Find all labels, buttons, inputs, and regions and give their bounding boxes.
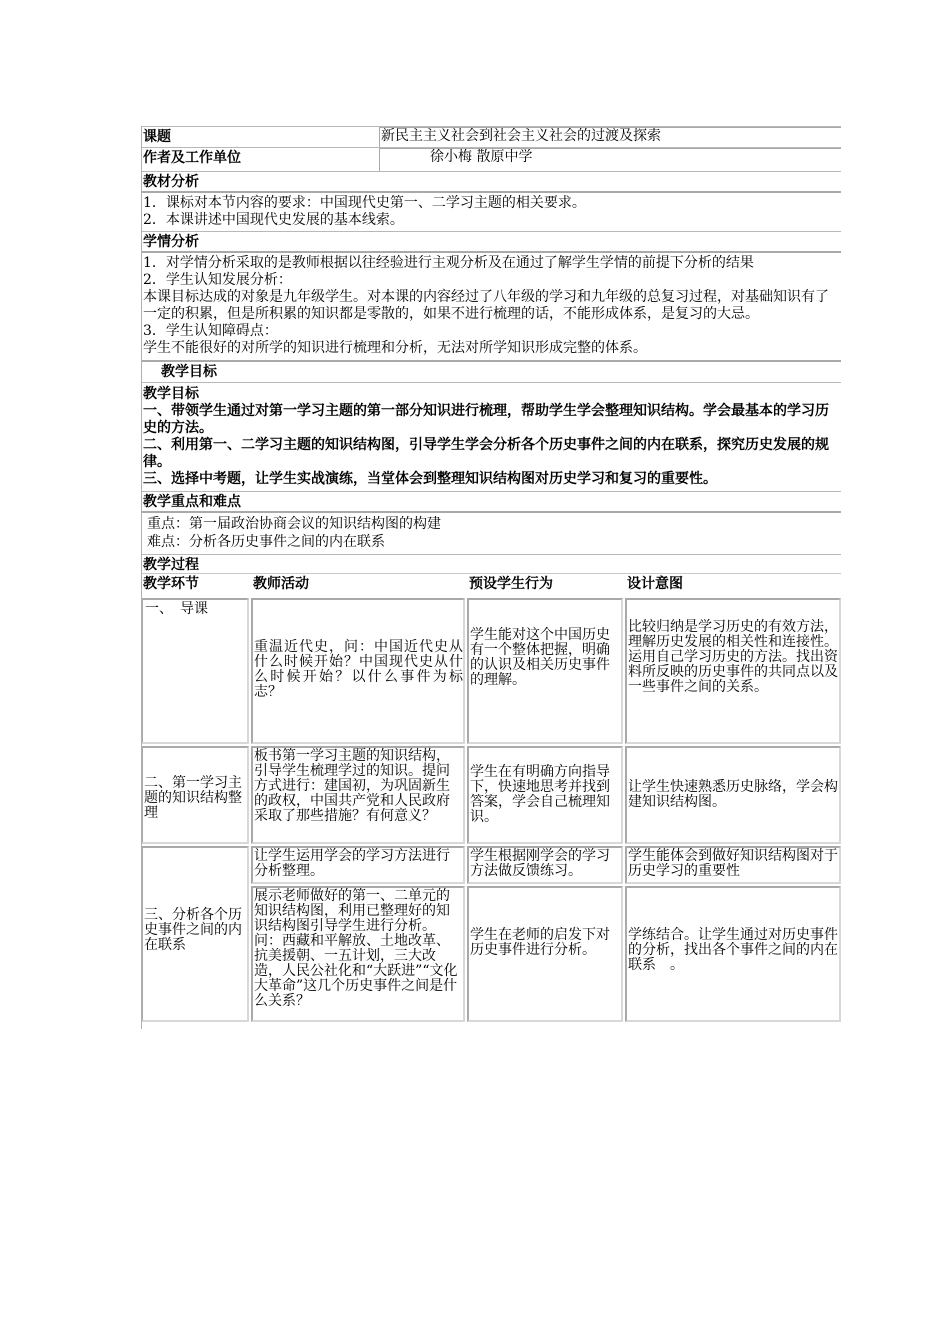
r1-teacher: [251, 598, 465, 744]
r3-student-b-text: 学生在老师的启发下对历史事件进行分析。: [470, 927, 610, 958]
col-header-stage: 教学环节: [143, 576, 199, 592]
r1-stage-text: 一、 导课: [145, 601, 208, 617]
learner-p2: 2．学生认知发展分析：: [143, 272, 292, 288]
textbook-line-2: 2．本课讲述中国现代史发展的基本线索。: [143, 212, 404, 228]
r2-stage: [141, 746, 249, 844]
col-header-student: 预设学生行为: [469, 576, 553, 592]
r1-student-text: 学生能对这个中国历史有一个整体把握，明确的认识及相关历史事件的理解。: [470, 627, 610, 688]
col-header-teacher: 教师活动: [253, 576, 309, 592]
r2-student-text: 学生在有明确方向指导下，快速地思考并找到答案，学会自己梳理知识。: [470, 764, 610, 825]
goals-subheading: 教学目标: [143, 386, 199, 402]
r2-teacher-text: 板书第一学习主题的知识结构，引导学生梳理学过的知识。提问方式进行：建国初，为巩固新生的政权，中国共产党和人民政府采取了那些措施？有何意义？: [254, 748, 450, 824]
learner-p3: 本课目标达成的对象是九年级学生。对本课的内容经过了八年级的学习和九年级的总复习过程，对基础知识有了一定的积累，但是所积累的知识都是零散的，如果不进行梳理的话，不能形成体系，是复习的大忌。: [143, 289, 829, 322]
r3-stage-text: 三、分析各个历史事件之间的内在联系: [144, 907, 242, 953]
r1-stage: [141, 598, 249, 744]
learner-p5: 学生不能很好的对所学的知识进行梳理和分析，无法对所学知识形成完整的体系。: [143, 340, 647, 356]
goal-3: 三、选择中考题，让学生实战演练，当堂体会到整理知识结构图对历史学习和复习的重要性。: [143, 471, 717, 487]
r3-teacher-b-text: 展示老师做好的第一、二单元的知识结构图，利用已整理好的知识结构图引导学生进行分析。问：西藏和平解放、土地改革、抗美援朝、一五计划，三大改造，人民公社化和“大跃进”“文化大革命”这几个历史事件之间是什么关系？: [254, 888, 458, 1009]
keypoints-heading: 教学重点和难点: [141, 491, 841, 511]
process-heading: 教学过程: [141, 554, 841, 573]
textbook-body: [141, 191, 841, 231]
r3-intent-a: [625, 846, 841, 884]
r3-intent-b-text: 学练结合。让学生通过对历史事件的分析，找出各个事件之间的内在联系 。: [628, 927, 838, 973]
r1-student: [467, 598, 623, 744]
goals-body: [141, 382, 841, 491]
r1-intent-text: 比较归纳是学习历史的有效方法，理解历史发展的相关性和连接性。运用自己学习历史的方法。找出资料所反映的历史事件的共同点以及一些事件之间的关系。: [628, 619, 838, 695]
r3-student-a-text: 学生根据刚学会的学习方法做反馈练习。: [470, 848, 610, 879]
author-text: 徐小梅 散原中学: [430, 149, 533, 165]
col-header-intent: 设计意图: [627, 576, 683, 592]
goal-1: 一、带领学生通过对第一学习主题的第一部分知识进行梳理，帮助学生学会整理知识结构。学会最基本的学习历史的方法。: [143, 403, 829, 436]
topic-label: 课题: [143, 129, 171, 145]
goal-2: 二、利用第一、二学习主题的知识结构图，引导学生学会分析各个历史事件之间的内在联系，探究历史发展的规律。: [143, 437, 829, 470]
r2-intent: [625, 746, 841, 844]
textbook-line-1: 1．课标对本节内容的要求：中国现代史第一、二学习主题的相关要求。: [143, 195, 586, 211]
author-label: 作者及工作单位: [143, 150, 241, 166]
difficult-point: 难点：分析各历史事件之间的内在联系: [147, 534, 385, 550]
process-table: [141, 573, 841, 1029]
topic-row: [141, 126, 841, 147]
learner-body: [141, 251, 841, 360]
r2-intent-text: 让学生快速熟悉历史脉络，学会构建知识结构图。: [628, 779, 838, 810]
r3-intent-b: [625, 886, 841, 1022]
r2-student: [467, 746, 623, 844]
learner-p4: 3．学生认知障碍点：: [143, 323, 278, 339]
learner-heading: 学情分析: [141, 231, 841, 251]
r2-stage-text: 二、第一学习主题的知识结构整理: [144, 775, 242, 821]
author-row: [141, 147, 841, 171]
key-point: 重点：第一届政治协商会议的知识结构图的构建: [147, 516, 441, 532]
goals-heading-text: 教学目标: [161, 364, 217, 380]
goals-heading: [141, 360, 841, 382]
r2-teacher: [251, 746, 465, 844]
lesson-plan-document: [141, 126, 841, 1029]
r3-student-a: [467, 846, 623, 884]
r1-intent: [625, 598, 841, 744]
keypoints-body: [141, 511, 841, 554]
textbook-heading: 教材分析: [141, 171, 841, 191]
author-value: [379, 148, 841, 171]
r3-stage: [141, 846, 249, 1022]
r3-teacher-b: [251, 886, 465, 1022]
r3-teacher-a: [251, 846, 465, 884]
learner-p1: 1．对学情分析采取的是教师根据以往经验进行主观分析及在通过了解学生学情的前提下分析的结果: [143, 255, 754, 271]
r1-teacher-text: 重温近代史，问：中国近代史从什么时候开始？中国现代史从什么时候开始？以什么事件为标志？: [254, 639, 463, 700]
r3-teacher-a-text: 让学生运用学会的学习方法进行分析整理。: [254, 848, 450, 879]
table-left-border: [141, 126, 142, 1029]
r3-intent-a-text: 学生能体会到做好知识结构图对于历史学习的重要性: [628, 848, 838, 879]
r3-student-b: [467, 886, 623, 1022]
topic-value: 新民主主义社会到社会主义社会的过渡及探索: [379, 127, 841, 147]
